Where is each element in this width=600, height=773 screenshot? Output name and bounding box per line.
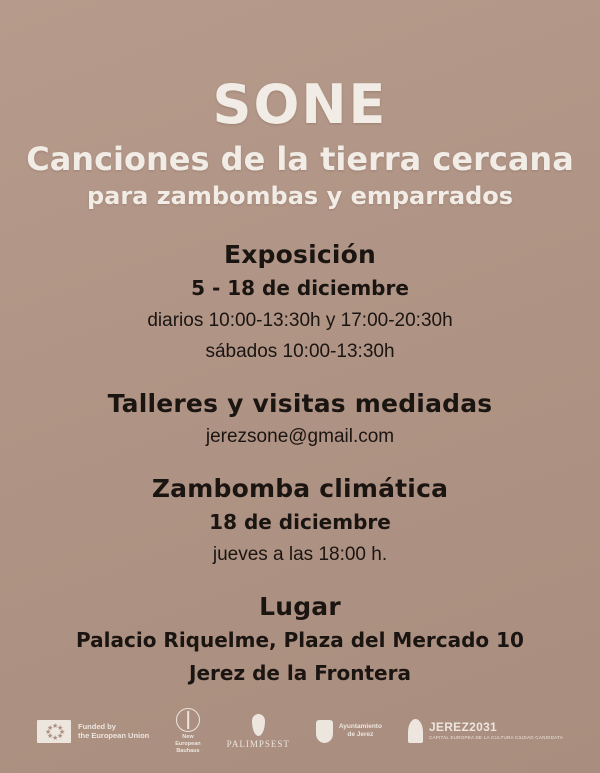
jerez-logo-text bbox=[429, 721, 563, 741]
poster-subtitle-secondary: para zambombas y emparrados bbox=[86, 181, 514, 210]
neb-logo-line3: Bauhaus bbox=[176, 747, 200, 754]
ayuntamiento-shield-icon bbox=[316, 720, 333, 743]
eu-flag-icon bbox=[37, 720, 71, 743]
poster-sections bbox=[0, 239, 600, 688]
section-zambomba bbox=[0, 473, 600, 569]
eu-stars-icon: ★ ★ ★ ★ ★ ★ ★ ★ bbox=[45, 722, 66, 742]
eu-logo-line2: the European Union bbox=[78, 731, 150, 741]
poster-subtitle-primary: Canciones de la tierra cercana bbox=[26, 140, 574, 178]
section-line: Jerez de la Frontera bbox=[189, 660, 411, 685]
logo-jerez-2031 bbox=[408, 719, 563, 743]
contact-email[interactable]: jerezsone@gmail.com bbox=[205, 426, 395, 448]
section-heading: Exposición bbox=[223, 239, 377, 269]
logo-new-european-bauhaus bbox=[175, 708, 200, 755]
neb-logo-text bbox=[175, 734, 200, 755]
section-talleres bbox=[0, 388, 600, 451]
jerez-monument-icon bbox=[408, 719, 423, 743]
eu-logo-line1: Funded by bbox=[78, 721, 116, 731]
ayuntamiento-logo-line2: de Jerez bbox=[347, 731, 374, 739]
bauhaus-circle-icon bbox=[176, 708, 200, 732]
section-line: 18 de diciembre bbox=[209, 510, 391, 535]
section-exposicion bbox=[0, 239, 600, 366]
section-line: sábados 10:00-13:30h bbox=[205, 341, 395, 363]
section-line: jueves a las 18:00 h. bbox=[212, 544, 388, 566]
title-block bbox=[0, 73, 600, 211]
sponsor-logos bbox=[0, 708, 600, 755]
palimpsest-logo-text: PALIMPSEST bbox=[226, 738, 290, 749]
ayuntamiento-logo-text bbox=[339, 723, 382, 740]
neb-logo-line1: New bbox=[182, 733, 194, 740]
section-line: diarios 10:00-13:30h y 17:00-20:30h bbox=[147, 309, 453, 331]
ayuntamiento-logo-line1: Ayuntamiento bbox=[338, 722, 382, 730]
section-heading: Lugar bbox=[259, 591, 341, 621]
section-lugar bbox=[0, 591, 600, 688]
section-heading: Talleres y visitas mediadas bbox=[107, 388, 493, 418]
neb-logo-line2: European bbox=[175, 740, 201, 747]
logo-palimpsest bbox=[227, 714, 290, 749]
logo-european-union bbox=[37, 720, 149, 743]
jerez-logo-tagline: CAPITAL EUROPEA DE LA CULTURA CIUDAD CANDIDATA bbox=[428, 735, 563, 741]
section-line: 5 - 18 de diciembre bbox=[191, 275, 409, 300]
page-title: SONE bbox=[212, 73, 388, 136]
section-heading: Zambomba climática bbox=[151, 473, 449, 503]
palimpsest-leaf-icon bbox=[252, 714, 265, 736]
logo-ayuntamiento-de-jerez bbox=[316, 720, 382, 743]
eu-logo-text bbox=[78, 722, 149, 741]
section-line: Palacio Riquelme, Plaza del Mercado 10 bbox=[76, 627, 524, 652]
jerez-logo-title: JEREZ2031 bbox=[428, 720, 498, 735]
